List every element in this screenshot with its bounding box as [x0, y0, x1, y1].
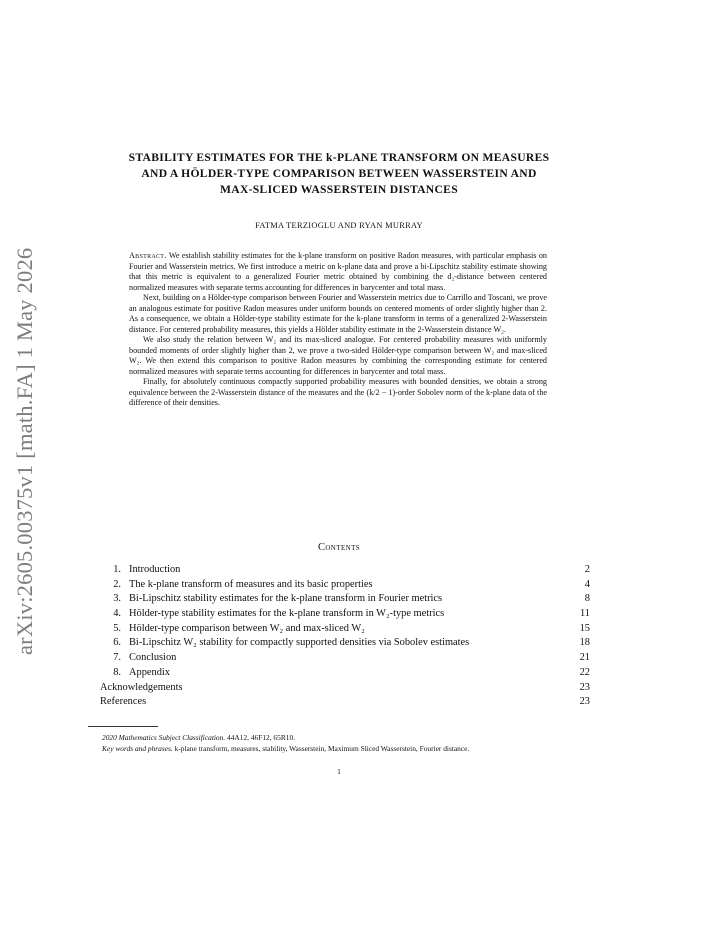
toc-entry-gap — [121, 607, 129, 622]
arxiv-sidebar-stamp: arXiv:2605.00375v1 [math.FA] 1 May 2026 — [12, 247, 37, 655]
abstract-paragraph-4: Finally, for absolutely continuous compactly supported probability measures with bounded densities, we obtain a strong equivalence between the 2-Wasserstein distance of the measures and the (k/2 − 1)-order Sobolev norm of the k-plane data of the difference of their densities. — [129, 377, 547, 407]
authors: FATMA TERZIOGLU AND RYAN MURRAY — [255, 221, 423, 230]
toc-entry-number: 7. — [113, 652, 121, 664]
toc-entry-number: 8. — [113, 666, 121, 678]
toc-entry-number: 4. — [113, 608, 121, 620]
toc-entry-number: 6. — [113, 637, 121, 649]
toc-entry-gap — [121, 592, 129, 607]
toc-entry-gap — [121, 636, 129, 651]
toc-entry-title: References — [100, 696, 147, 708]
toc-entry-number: 3. — [113, 593, 121, 605]
page-number: 1 — [337, 767, 341, 776]
toc-entry-number: 5. — [113, 622, 121, 634]
toc-entry-title: Acknowledgements — [100, 681, 183, 693]
table-of-contents — [88, 563, 590, 710]
toc-entry-title: Conclusion — [129, 652, 177, 664]
msc-footnote — [88, 733, 593, 744]
toc-entry-title: Hölder-type comparison between W₂ and max-sliced W₂ — [129, 622, 365, 634]
keywords-label: Key words and phrases. — [102, 743, 173, 753]
title-line-1: STABILITY ESTIMATES FOR THE k-PLANE TRANSFORM ON MEASURES — [128, 151, 550, 164]
title-line-2: AND A HÖLDER-TYPE COMPARISON BETWEEN WASSERSTEIN AND — [141, 167, 537, 180]
abstract-text-1: We establish stability estimates for the k-plane transform on positive Radon measures, with particular emphasis on Fourier and Wasserstein metrics. We first introduce a metric on k-plane data and prove a bi-Lipschitz stability estimate showing that this metric is equivalent to a generalized Fourier metric obtained by combining the d₂-distance between centered normalized measures with separate terms accounting for differences in barycenter and total mass. — [129, 251, 547, 292]
toc-entry-page: 15 — [579, 622, 590, 634]
abstract — [129, 251, 547, 409]
toc-entry[interactable] — [88, 563, 590, 578]
toc-entry[interactable] — [88, 666, 590, 681]
toc-entry-title: Bi-Lipschitz W₂ stability for compactly supported densities via Sobolev estimates — [129, 637, 470, 649]
keywords-footnote — [88, 744, 593, 755]
toc-entry-page: 23 — [579, 681, 590, 693]
toc-entry-gap — [121, 563, 129, 578]
toc-entry-page: 4 — [584, 578, 590, 590]
toc-entry-page: 11 — [579, 608, 590, 620]
toc-entry-title: Bi-Lipschitz stability estimates for the k-plane transform in Fourier metrics — [129, 593, 443, 605]
title-line-3: MAX-SLICED WASSERSTEIN DISTANCES — [220, 183, 458, 196]
toc-entry-gap — [121, 666, 129, 681]
toc-entry[interactable] — [88, 607, 590, 622]
toc-entry-number: 2. — [113, 578, 121, 590]
keywords-value: k-plane transform, measures, stability, Wasserstein, Maximum Sliced Wasserstein, Fourier distance. — [174, 743, 470, 753]
toc-entry[interactable] — [88, 592, 590, 607]
toc-entry[interactable] — [88, 636, 590, 651]
toc-entry[interactable] — [88, 651, 590, 666]
abstract-paragraph-1 — [129, 251, 547, 293]
toc-entry-page: 23 — [579, 696, 590, 708]
toc-entry-title: The k-plane transform of measures and its basic properties — [129, 578, 373, 590]
toc-entry[interactable] — [88, 622, 590, 637]
toc-entry-page: 8 — [584, 593, 590, 605]
toc-entry[interactable] — [88, 578, 590, 593]
toc-entry-gap — [121, 578, 129, 593]
toc-entry-page: 21 — [579, 652, 590, 664]
abstract-paragraph-3: We also study the relation between W₂ and its max-sliced analogue. For centered probability measures with uniformly bounded moments of order slightly higher than 2, we prove a two-sided Hölder-type comparison between W₂ and max-sliced W₂. We then extend this comparison to positive Radon measures by combining the corresponding estimate for centered normalized measures with separate terms accounting for differences in barycenter and total mass. — [129, 335, 547, 376]
footnote-rule — [88, 726, 158, 727]
toc-entry[interactable] — [88, 681, 590, 696]
toc-entry-gap — [121, 622, 129, 637]
toc-entry-title: Hölder-type stability estimates for the k-plane transform in W₂-type metrics — [129, 608, 445, 620]
msc-label: 2020 Mathematics Subject Classification. — [102, 733, 226, 742]
toc-entry-number: 1. — [113, 564, 121, 575]
toc-entry-page: 18 — [579, 637, 590, 649]
msc-value: 44A12, 46F12, 65R10. — [227, 733, 295, 742]
toc-entry-gap — [121, 651, 129, 666]
abstract-paragraph-2: Next, building on a Hölder-type comparison between Fourier and Wasserstein metrics due to Carrillo and Toscani, we prove an analogous estimate for positive Radon measures under uniform bounds on centered moments of order slightly higher than 2. As a consequence, we obtain a Hölder-type stability estimate for the k-plane transform in terms of a generalized 2-Wasserstein distance. For centered probability measures, this yields a Hölder stability estimate in the 2-Wasserstein distance W₂. — [129, 293, 547, 334]
abstract-heading: Abstract. — [129, 251, 167, 260]
footnotes — [88, 733, 593, 754]
toc-entry[interactable] — [88, 695, 590, 710]
toc-entry-page: 22 — [579, 666, 590, 678]
contents-heading: Contents — [317, 542, 361, 553]
toc-entry-title: Appendix — [129, 666, 170, 678]
paper-title — [80, 150, 598, 198]
toc-entry-title: Introduction — [129, 564, 181, 575]
toc-entry-page: 2 — [584, 564, 590, 575]
